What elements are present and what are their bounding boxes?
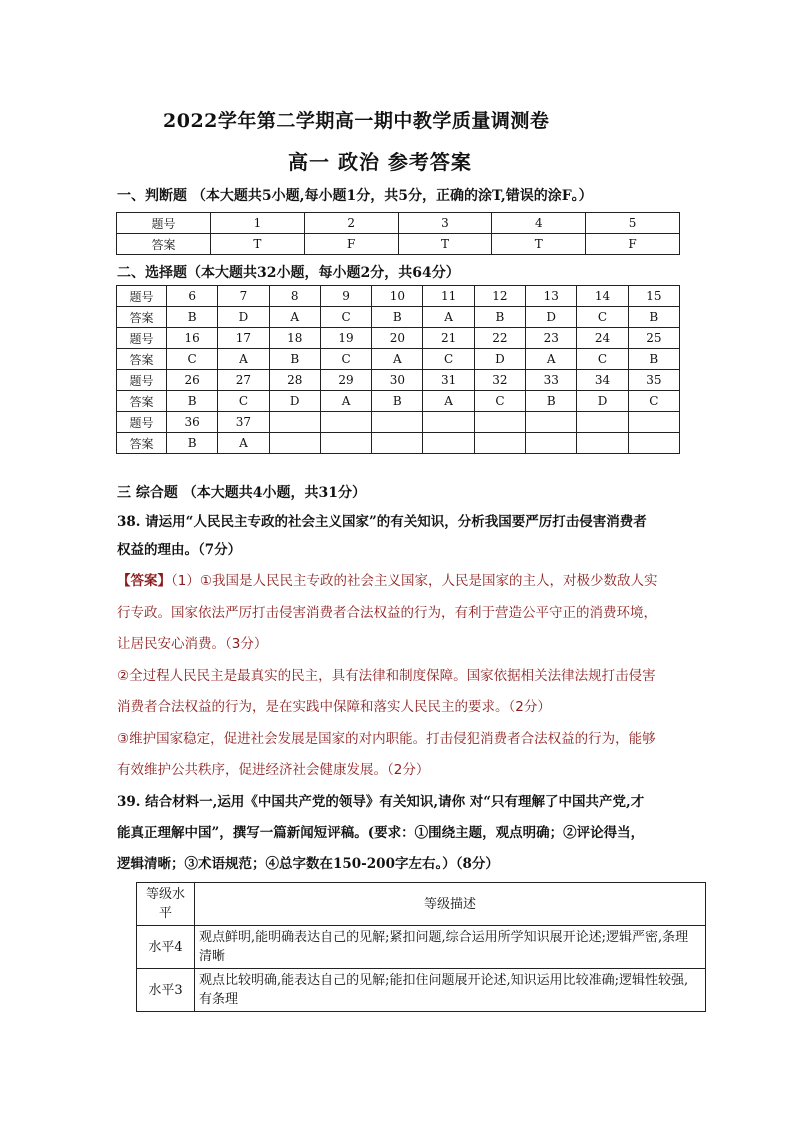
answer-cell: C <box>577 349 628 370</box>
table-row <box>117 391 680 412</box>
question-number: 3 <box>398 213 492 234</box>
answer-cell: D <box>577 391 628 412</box>
answer-cell: B <box>526 391 577 412</box>
table-row <box>117 349 680 370</box>
answer-cell: D <box>474 349 525 370</box>
table-row <box>117 328 680 349</box>
question-number <box>577 412 628 433</box>
answer-38-line: 消费者合法权益的行为，是在实践中保障和落实人民民主的要求。（2分） <box>117 699 551 715</box>
answer-cell: A <box>218 433 269 454</box>
answer-cell: B <box>269 349 320 370</box>
answer-38-line <box>117 569 657 589</box>
answer-cell: A <box>526 349 577 370</box>
question-number <box>474 412 525 433</box>
answer-38-line: ②全过程人民民主是最真实的民主，具有法律和制度保障。国家依据相关法律法规打击侵害 <box>117 668 656 684</box>
question-number: 10 <box>372 286 423 307</box>
row-label: 答案 <box>117 349 167 370</box>
table-row <box>137 883 706 926</box>
answer-cell: B <box>372 391 423 412</box>
answer-cell <box>269 433 320 454</box>
table-row <box>117 307 680 328</box>
answer-38-line: 有效维护公共秩序，促进经济社会健康发展。（2分） <box>117 762 430 778</box>
answer-cell: B <box>372 307 423 328</box>
answer-cell: F <box>586 234 680 255</box>
document-subtitle: 高一 政治 参考答案 <box>288 150 472 174</box>
question-number: 11 <box>423 286 474 307</box>
question-number <box>526 412 577 433</box>
question-number: 4 <box>492 213 586 234</box>
question-number: 5 <box>586 213 680 234</box>
question-number: 1 <box>211 213 305 234</box>
answer-38-line: ③维护国家稳定，促进社会发展是国家的对内职能。打击侵犯消费者合法权益的行为，能够 <box>117 731 656 747</box>
answer-cell: A <box>218 349 269 370</box>
answer-cell: B <box>167 307 218 328</box>
question-number <box>320 412 371 433</box>
answer-cell <box>423 433 474 454</box>
question-number: 9 <box>320 286 371 307</box>
question-number: 8 <box>269 286 320 307</box>
answer-cell: D <box>526 307 577 328</box>
section3-heading: 三 综合题 （本大题共4小题，共31分） <box>117 485 366 501</box>
answer-cell: C <box>423 349 474 370</box>
row-label: 题号 <box>117 213 211 234</box>
choice-table <box>116 285 680 454</box>
answer-cell: A <box>372 349 423 370</box>
answer-cell: C <box>628 391 679 412</box>
answer-tag: 【答案】 <box>117 573 171 589</box>
question-number: 27 <box>218 370 269 391</box>
question-number: 37 <box>218 412 269 433</box>
question-number: 26 <box>167 370 218 391</box>
table-row <box>137 969 706 1012</box>
table-row <box>117 286 680 307</box>
row-label: 答案 <box>117 234 211 255</box>
question-number <box>269 412 320 433</box>
answer-cell: B <box>628 307 679 328</box>
row-label: 答案 <box>117 433 167 454</box>
question-number: 6 <box>167 286 218 307</box>
answer-cell: B <box>167 433 218 454</box>
question-number: 12 <box>474 286 525 307</box>
answer-cell: C <box>577 307 628 328</box>
question-number <box>372 412 423 433</box>
question-number: 33 <box>526 370 577 391</box>
question-39-line: 39. 结合材料一,运用《中国共产党的领导》有关知识,请你 对“只有理解了中国共产党,才 <box>117 794 645 810</box>
answer-cell <box>320 433 371 454</box>
row-label: 题号 <box>117 370 167 391</box>
answer-38-line: 让居民安心消费。（3分） <box>117 636 268 652</box>
question-number: 34 <box>577 370 628 391</box>
answer-cell: T <box>398 234 492 255</box>
answer-cell: F <box>304 234 398 255</box>
row-label: 题号 <box>117 286 167 307</box>
answer-cell <box>526 433 577 454</box>
question-number: 32 <box>474 370 525 391</box>
question-number: 22 <box>474 328 525 349</box>
answer-cell <box>372 433 423 454</box>
row-label: 题号 <box>117 328 167 349</box>
answer-cell: A <box>269 307 320 328</box>
table-row <box>117 433 680 454</box>
question-number: 2 <box>304 213 398 234</box>
answer-cell: T <box>211 234 305 255</box>
level-cell: 水平3 <box>137 969 195 1012</box>
answer-cell <box>474 433 525 454</box>
table-row <box>117 370 680 391</box>
answer-cell: B <box>474 307 525 328</box>
question-number: 24 <box>577 328 628 349</box>
answer-cell <box>577 433 628 454</box>
answer-cell <box>628 433 679 454</box>
table-row <box>117 234 680 255</box>
question-number <box>423 412 474 433</box>
row-label: 答案 <box>117 307 167 328</box>
question-number: 31 <box>423 370 474 391</box>
question-number: 15 <box>628 286 679 307</box>
question-39-line: 能真正理解中国”，撰写一篇新闻短评稿。(要求：①围绕主题，观点明确；②评论得当， <box>117 825 645 841</box>
question-number: 21 <box>423 328 474 349</box>
question-number: 29 <box>320 370 371 391</box>
answer-text: （1）①我国是人民民主专政的社会主义国家，人民是国家的主人，对极少数敌人实 <box>171 573 658 589</box>
section2-heading: 二、选择题（本大题共32小题，每小题2分，共64分） <box>117 265 460 281</box>
table-row <box>137 926 706 969</box>
question-number: 14 <box>577 286 628 307</box>
table-row <box>117 412 680 433</box>
table-row <box>117 213 680 234</box>
answer-cell: D <box>218 307 269 328</box>
answer-cell: A <box>320 391 371 412</box>
level-header: 等级水平 <box>137 883 195 926</box>
answer-cell: C <box>218 391 269 412</box>
answer-cell: T <box>492 234 586 255</box>
answer-cell: D <box>269 391 320 412</box>
answer-38-line: 行专政。国家依法严厉打击侵害消费者合法权益的行为，有利于营造公平守正的消费环境， <box>117 605 657 621</box>
question-number: 35 <box>628 370 679 391</box>
answer-cell: A <box>423 391 474 412</box>
grading-table <box>136 882 706 1012</box>
section1-heading: 一、判断题 （本大题共5小题,每小题1分，共5分，正确的涂T,错误的涂F。） <box>117 188 593 204</box>
question-number: 20 <box>372 328 423 349</box>
judgment-table <box>116 212 680 255</box>
question-number: 36 <box>167 412 218 433</box>
question-number: 16 <box>167 328 218 349</box>
answer-cell: C <box>167 349 218 370</box>
question-number: 30 <box>372 370 423 391</box>
answer-cell: B <box>167 391 218 412</box>
answer-cell: C <box>320 349 371 370</box>
question-number: 13 <box>526 286 577 307</box>
question-number: 23 <box>526 328 577 349</box>
answer-cell: C <box>320 307 371 328</box>
row-label: 答案 <box>117 391 167 412</box>
answer-cell: C <box>474 391 525 412</box>
question-number: 25 <box>628 328 679 349</box>
question-number: 19 <box>320 328 371 349</box>
description-cell: 观点鲜明,能明确表达自己的见解;紧扣问题,综合运用所学知识展开论述;逻辑严密,条理清晰 <box>195 926 706 969</box>
level-cell: 水平4 <box>137 926 195 969</box>
description-cell: 观点比较明确,能表达自己的见解;能扣住问题展开论述,知识运用比较准确;逻辑性较强,有条理 <box>195 969 706 1012</box>
description-header: 等级描述 <box>195 883 706 926</box>
question-39-line: 逻辑清晰；③术语规范；④总字数在150-200字左右。）（8分） <box>117 856 499 872</box>
question-number: 28 <box>269 370 320 391</box>
question-38-line: 权益的理由。（7分） <box>117 542 242 558</box>
question-number <box>628 412 679 433</box>
answer-cell: B <box>628 349 679 370</box>
answer-cell: A <box>423 307 474 328</box>
question-number: 7 <box>218 286 269 307</box>
question-number: 17 <box>218 328 269 349</box>
document-title: 2022学年第二学期高一期中教学质量调测卷 <box>163 110 550 132</box>
question-38-line: 38. 请运用“人民民主专政的社会主义国家”的有关知识，分析我国要严厉打击侵害消费者 <box>117 514 647 530</box>
question-number: 18 <box>269 328 320 349</box>
row-label: 题号 <box>117 412 167 433</box>
